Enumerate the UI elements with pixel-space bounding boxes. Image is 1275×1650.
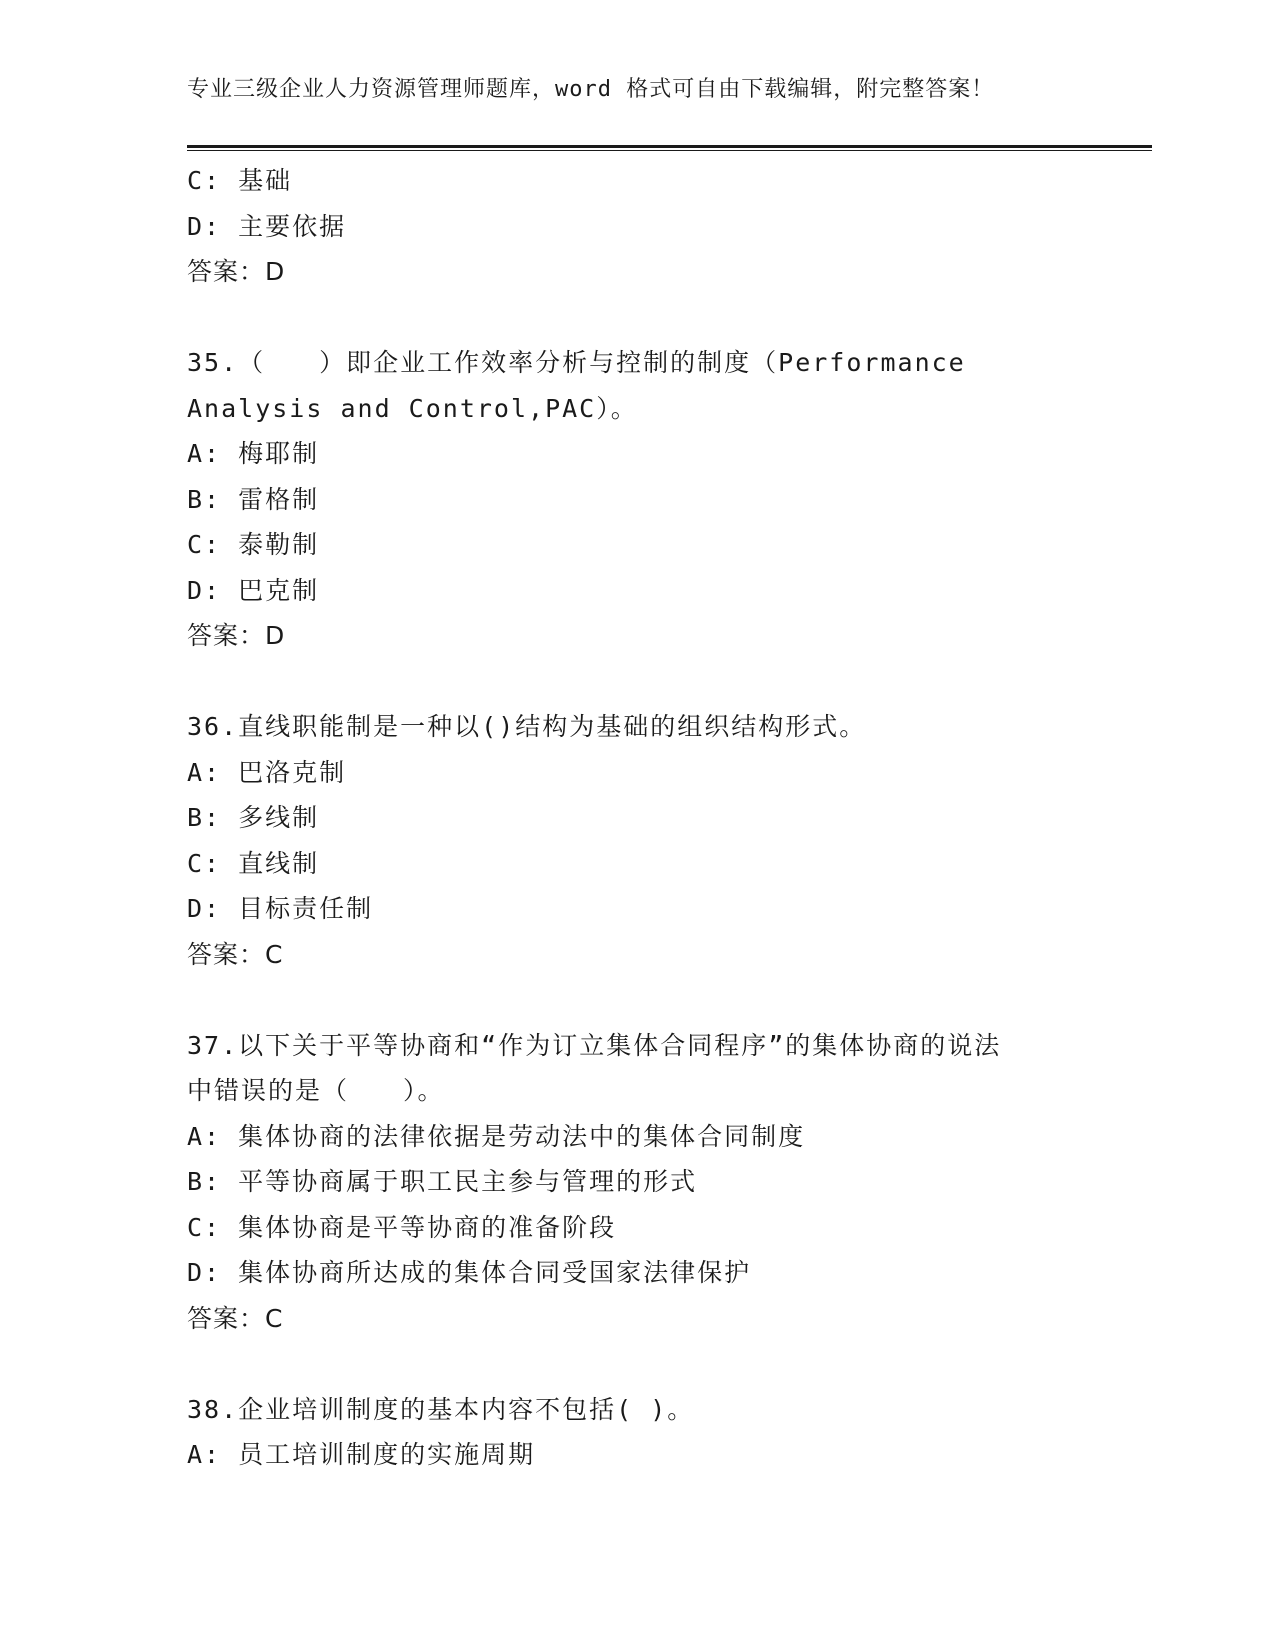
option-line: D: 主要依据 xyxy=(187,211,347,241)
question-line: 35.（ ）即企业工作效率分析与控制的制度（Performance xyxy=(187,348,966,377)
option-line: D: 巴克制 xyxy=(187,575,320,605)
question-list xyxy=(187,158,1152,1478)
blank-line xyxy=(187,295,1152,341)
option-line: B: 雷格制 xyxy=(187,484,320,514)
option-line: A: 巴洛克制 xyxy=(187,757,347,787)
question-line: 37.以下关于平等协商和“作为订立集体合同程序”的集体协商的说法 xyxy=(187,1030,1002,1060)
option-line: A: 集体协商的法律依据是劳动法中的集体合同制度 xyxy=(187,1121,806,1151)
question-line: Analysis and Control,PAC）。 xyxy=(187,393,638,423)
option-line: D: 目标责任制 xyxy=(187,894,374,923)
blank-line xyxy=(187,977,1152,1023)
option-line: C: 集体协商是平等协商的准备阶段 xyxy=(187,1212,617,1242)
answer-line: 答案：D xyxy=(187,621,286,650)
option-line: C: 泰勒制 xyxy=(187,530,320,559)
blank-line xyxy=(187,659,1152,705)
option-line: A: 梅耶制 xyxy=(187,439,320,468)
question-line: 36.直线职能制是一种以()结构为基础的组织结构形式。 xyxy=(187,712,867,741)
blank-line xyxy=(187,1341,1152,1387)
page-header: 专业三级企业人力资源管理师题库，word 格式可自由下载编辑，附完整答案！ xyxy=(187,77,995,102)
option-line: B: 平等协商属于职工民主参与管理的形式 xyxy=(187,1167,698,1196)
header-rule-thin xyxy=(187,150,1152,151)
question-line: 38.企业培训制度的基本内容不包括( )。 xyxy=(187,1394,695,1424)
option-line: C: 基础 xyxy=(187,166,293,195)
answer-line: 答案：C xyxy=(187,1303,284,1333)
option-line: C: 直线制 xyxy=(187,848,320,878)
option-line: B: 多线制 xyxy=(187,803,320,832)
header-rule-thick xyxy=(187,145,1152,148)
answer-line: 答案：D xyxy=(187,257,286,286)
option-line: D: 集体协商所达成的集体合同受国家法律保护 xyxy=(187,1258,752,1287)
question-line: 中错误的是（ ）。 xyxy=(187,1076,445,1105)
option-line: A: 员工培训制度的实施周期 xyxy=(187,1440,536,1469)
answer-line: 答案：C xyxy=(187,939,284,969)
